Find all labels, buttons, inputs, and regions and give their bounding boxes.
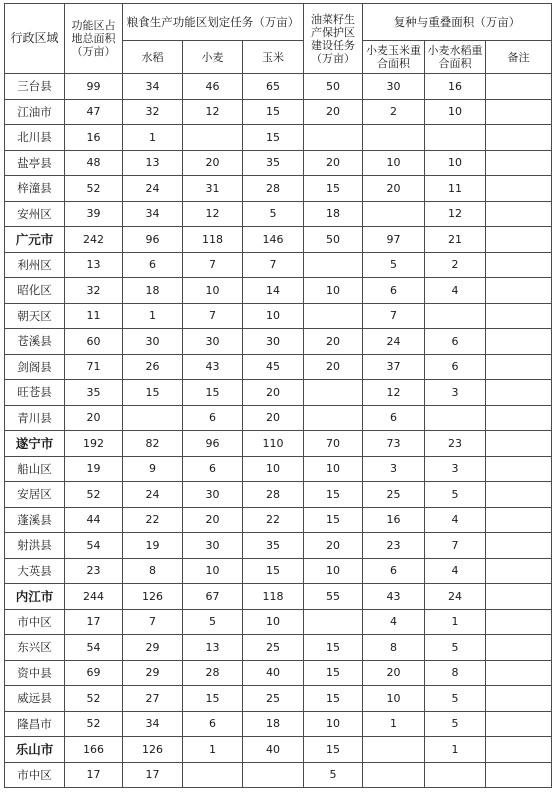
cell-region-name: 盐亭县	[5, 150, 65, 176]
cell-remarks	[486, 329, 552, 355]
cell-region-name: 旺苍县	[5, 380, 65, 406]
cell-region-name: 大英县	[5, 558, 65, 584]
cell-remarks	[486, 558, 552, 584]
table-row	[5, 507, 552, 533]
cell-rapeseed: 20	[304, 99, 363, 125]
cell-wheat: 15	[183, 686, 243, 712]
cell-region-name: 资中县	[5, 660, 65, 686]
header-wheat: 小麦	[183, 41, 243, 74]
cell-wheat-rice-overlap: 1	[425, 609, 486, 635]
cell-remarks	[486, 660, 552, 686]
cell-wheat-corn-overlap: 73	[363, 431, 425, 457]
cell-rapeseed: 20	[304, 150, 363, 176]
cell-corn: 7	[243, 252, 304, 278]
cell-wheat-corn-overlap: 24	[363, 329, 425, 355]
cell-rapeseed: 20	[304, 354, 363, 380]
cell-wheat-rice-overlap	[425, 303, 486, 329]
cell-wheat: 30	[183, 482, 243, 508]
cell-wheat-rice-overlap	[425, 125, 486, 151]
cell-remarks	[486, 635, 552, 661]
cell-wheat-corn-overlap: 3	[363, 456, 425, 482]
cell-corn: 65	[243, 74, 304, 100]
cell-rapeseed: 55	[304, 584, 363, 610]
cell-remarks	[486, 278, 552, 304]
cell-total-area: 35	[65, 380, 123, 406]
cell-remarks	[486, 456, 552, 482]
cell-rapeseed: 15	[304, 635, 363, 661]
cell-wheat: 46	[183, 74, 243, 100]
cell-rapeseed: 15	[304, 482, 363, 508]
cell-remarks	[486, 533, 552, 559]
cell-wheat-rice-overlap: 2	[425, 252, 486, 278]
cell-remarks	[486, 431, 552, 457]
cell-wheat-corn-overlap: 20	[363, 660, 425, 686]
cell-wheat-rice-overlap: 5	[425, 482, 486, 508]
cell-remarks	[486, 609, 552, 635]
table-row	[5, 533, 552, 559]
cell-region-name: 乐山市	[5, 737, 65, 763]
cell-rice: 82	[123, 431, 183, 457]
cell-region-name: 隆昌市	[5, 711, 65, 737]
cell-wheat: 5	[183, 609, 243, 635]
table-body	[5, 74, 552, 788]
cell-rice: 27	[123, 686, 183, 712]
cell-remarks	[486, 584, 552, 610]
cell-rapeseed	[304, 125, 363, 151]
cell-wheat: 6	[183, 456, 243, 482]
cell-total-area: 60	[65, 329, 123, 355]
cell-rapeseed: 15	[304, 737, 363, 763]
cell-total-area: 54	[65, 533, 123, 559]
cell-region-name: 射洪县	[5, 533, 65, 559]
cell-wheat-rice-overlap	[425, 762, 486, 788]
cell-total-area: 17	[65, 762, 123, 788]
cell-rice: 1	[123, 303, 183, 329]
cell-wheat-rice-overlap: 10	[425, 99, 486, 125]
cell-rice: 6	[123, 252, 183, 278]
table-row	[5, 303, 552, 329]
cell-rice: 30	[123, 329, 183, 355]
cell-wheat-corn-overlap: 12	[363, 380, 425, 406]
cell-remarks	[486, 125, 552, 151]
cell-wheat-corn-overlap: 4	[363, 609, 425, 635]
cell-wheat	[183, 762, 243, 788]
table-row	[5, 99, 552, 125]
cell-rapeseed: 18	[304, 201, 363, 227]
cell-wheat-rice-overlap: 24	[425, 584, 486, 610]
cell-rice: 34	[123, 711, 183, 737]
cell-rapeseed	[304, 303, 363, 329]
cell-wheat: 67	[183, 584, 243, 610]
header-wheat-rice-overlap: 小麦水稻重合面积	[425, 41, 486, 74]
cell-rice: 24	[123, 176, 183, 202]
cell-wheat-rice-overlap: 10	[425, 150, 486, 176]
cell-wheat: 20	[183, 150, 243, 176]
cell-region-name: 安州区	[5, 201, 65, 227]
cell-rapeseed: 50	[304, 227, 363, 253]
cell-total-area: 23	[65, 558, 123, 584]
table-row	[5, 660, 552, 686]
cell-remarks	[486, 99, 552, 125]
cell-wheat-rice-overlap: 5	[425, 686, 486, 712]
cell-wheat-rice-overlap: 21	[425, 227, 486, 253]
cell-region-name: 内江市	[5, 584, 65, 610]
table-row-city	[5, 431, 552, 457]
cell-region-name: 苍溪县	[5, 329, 65, 355]
cell-wheat: 15	[183, 380, 243, 406]
cell-corn: 28	[243, 482, 304, 508]
cell-total-area: 52	[65, 482, 123, 508]
cell-rapeseed: 50	[304, 74, 363, 100]
cell-wheat: 31	[183, 176, 243, 202]
cell-remarks	[486, 686, 552, 712]
cell-region-name: 青川县	[5, 405, 65, 431]
cell-remarks	[486, 507, 552, 533]
table-row	[5, 329, 552, 355]
cell-rapeseed: 20	[304, 533, 363, 559]
cell-rapeseed: 70	[304, 431, 363, 457]
cell-rapeseed: 10	[304, 558, 363, 584]
cell-corn: 146	[243, 227, 304, 253]
cell-remarks	[486, 74, 552, 100]
cell-wheat: 7	[183, 303, 243, 329]
task-table	[4, 3, 552, 788]
cell-wheat: 10	[183, 278, 243, 304]
cell-wheat-corn-overlap: 37	[363, 354, 425, 380]
cell-rapeseed: 10	[304, 456, 363, 482]
cell-corn: 15	[243, 558, 304, 584]
cell-region-name: 安居区	[5, 482, 65, 508]
table-row	[5, 150, 552, 176]
cell-wheat-corn-overlap: 10	[363, 150, 425, 176]
cell-wheat-rice-overlap: 1	[425, 737, 486, 763]
cell-rice: 24	[123, 482, 183, 508]
cell-total-area: 242	[65, 227, 123, 253]
cell-region-name: 市中区	[5, 762, 65, 788]
cell-rice: 13	[123, 150, 183, 176]
cell-wheat-corn-overlap: 16	[363, 507, 425, 533]
table-row	[5, 354, 552, 380]
cell-rapeseed: 15	[304, 507, 363, 533]
cell-total-area: 54	[65, 635, 123, 661]
cell-rice: 29	[123, 635, 183, 661]
table-row	[5, 482, 552, 508]
cell-wheat: 6	[183, 405, 243, 431]
cell-rapeseed: 10	[304, 711, 363, 737]
cell-total-area: 16	[65, 125, 123, 151]
cell-region-name: 市中区	[5, 609, 65, 635]
cell-wheat-rice-overlap: 4	[425, 278, 486, 304]
cell-wheat	[183, 125, 243, 151]
cell-wheat: 12	[183, 99, 243, 125]
cell-region-name: 北川县	[5, 125, 65, 151]
cell-wheat-corn-overlap: 25	[363, 482, 425, 508]
cell-wheat: 43	[183, 354, 243, 380]
cell-total-area: 71	[65, 354, 123, 380]
cell-wheat-corn-overlap: 97	[363, 227, 425, 253]
cell-rice: 32	[123, 99, 183, 125]
cell-wheat-rice-overlap: 3	[425, 380, 486, 406]
cell-wheat-rice-overlap: 5	[425, 635, 486, 661]
cell-total-area: 44	[65, 507, 123, 533]
table-row	[5, 176, 552, 202]
table-row	[5, 558, 552, 584]
table-row	[5, 405, 552, 431]
cell-rapeseed: 15	[304, 686, 363, 712]
cell-wheat-corn-overlap: 23	[363, 533, 425, 559]
cell-region-name: 江油市	[5, 99, 65, 125]
header-multicrop-group: 复种与重叠面积（万亩）	[363, 4, 552, 41]
cell-corn: 22	[243, 507, 304, 533]
table-row	[5, 456, 552, 482]
cell-rice: 19	[123, 533, 183, 559]
cell-wheat-corn-overlap	[363, 762, 425, 788]
cell-corn: 118	[243, 584, 304, 610]
cell-total-area: 19	[65, 456, 123, 482]
cell-wheat-corn-overlap: 1	[363, 711, 425, 737]
cell-total-area: 32	[65, 278, 123, 304]
cell-rice: 15	[123, 380, 183, 406]
cell-rice: 26	[123, 354, 183, 380]
cell-region-name: 船山区	[5, 456, 65, 482]
cell-wheat-rice-overlap	[425, 405, 486, 431]
cell-wheat: 96	[183, 431, 243, 457]
cell-rapeseed	[304, 252, 363, 278]
cell-wheat-corn-overlap	[363, 125, 425, 151]
cell-rapeseed	[304, 405, 363, 431]
cell-remarks	[486, 227, 552, 253]
cell-corn: 40	[243, 737, 304, 763]
cell-total-area: 244	[65, 584, 123, 610]
cell-wheat-rice-overlap: 4	[425, 558, 486, 584]
cell-wheat: 30	[183, 533, 243, 559]
cell-region-name: 利州区	[5, 252, 65, 278]
cell-wheat-rice-overlap: 12	[425, 201, 486, 227]
cell-total-area: 20	[65, 405, 123, 431]
cell-corn: 30	[243, 329, 304, 355]
cell-corn	[243, 762, 304, 788]
cell-total-area: 48	[65, 150, 123, 176]
cell-total-area: 99	[65, 74, 123, 100]
cell-corn: 25	[243, 635, 304, 661]
header-rapeseed: 油菜籽生产保护区建设任务（万亩）	[304, 4, 363, 74]
cell-rice: 17	[123, 762, 183, 788]
cell-corn: 25	[243, 686, 304, 712]
cell-wheat-rice-overlap: 6	[425, 329, 486, 355]
cell-total-area: 69	[65, 660, 123, 686]
cell-remarks	[486, 482, 552, 508]
cell-corn: 15	[243, 125, 304, 151]
cell-region-name: 东兴区	[5, 635, 65, 661]
cell-wheat-rice-overlap: 5	[425, 711, 486, 737]
cell-wheat-rice-overlap: 7	[425, 533, 486, 559]
table-row	[5, 125, 552, 151]
header-remarks: 备注	[486, 41, 552, 74]
cell-region-name: 蓬溪县	[5, 507, 65, 533]
cell-wheat-rice-overlap: 3	[425, 456, 486, 482]
cell-rice	[123, 405, 183, 431]
cell-wheat: 28	[183, 660, 243, 686]
cell-total-area: 52	[65, 711, 123, 737]
cell-wheat-corn-overlap: 6	[363, 558, 425, 584]
cell-rice: 1	[123, 125, 183, 151]
cell-corn: 18	[243, 711, 304, 737]
cell-total-area: 52	[65, 686, 123, 712]
cell-rice: 22	[123, 507, 183, 533]
cell-wheat: 20	[183, 507, 243, 533]
cell-region-name: 三台县	[5, 74, 65, 100]
cell-rapeseed: 10	[304, 278, 363, 304]
cell-region-name: 剑阁县	[5, 354, 65, 380]
cell-region-name: 朝天区	[5, 303, 65, 329]
cell-total-area: 39	[65, 201, 123, 227]
cell-corn: 40	[243, 660, 304, 686]
cell-wheat-rice-overlap: 6	[425, 354, 486, 380]
cell-rice: 9	[123, 456, 183, 482]
cell-wheat-corn-overlap: 43	[363, 584, 425, 610]
cell-corn: 20	[243, 380, 304, 406]
cell-remarks	[486, 176, 552, 202]
cell-remarks	[486, 405, 552, 431]
table-row-city	[5, 737, 552, 763]
cell-rapeseed: 5	[304, 762, 363, 788]
cell-total-area: 166	[65, 737, 123, 763]
cell-wheat-rice-overlap: 11	[425, 176, 486, 202]
cell-wheat-corn-overlap: 2	[363, 99, 425, 125]
cell-wheat: 13	[183, 635, 243, 661]
cell-wheat-corn-overlap: 7	[363, 303, 425, 329]
cell-rice: 126	[123, 737, 183, 763]
cell-rapeseed	[304, 380, 363, 406]
cell-corn: 15	[243, 99, 304, 125]
cell-wheat-corn-overlap: 5	[363, 252, 425, 278]
cell-region-name: 梓潼县	[5, 176, 65, 202]
cell-rice: 34	[123, 201, 183, 227]
cell-wheat-rice-overlap: 8	[425, 660, 486, 686]
table-row	[5, 252, 552, 278]
table-row-city	[5, 227, 552, 253]
cell-region-name: 广元市	[5, 227, 65, 253]
cell-wheat-corn-overlap: 10	[363, 686, 425, 712]
cell-remarks	[486, 252, 552, 278]
cell-corn: 28	[243, 176, 304, 202]
cell-wheat-rice-overlap: 23	[425, 431, 486, 457]
cell-corn: 10	[243, 456, 304, 482]
cell-corn: 45	[243, 354, 304, 380]
cell-remarks	[486, 711, 552, 737]
cell-wheat-corn-overlap	[363, 737, 425, 763]
cell-total-area: 52	[65, 176, 123, 202]
header-wheat-corn-overlap: 小麦玉米重合面积	[363, 41, 425, 74]
cell-remarks	[486, 354, 552, 380]
table-row	[5, 635, 552, 661]
cell-wheat-corn-overlap: 6	[363, 405, 425, 431]
cell-wheat-corn-overlap: 6	[363, 278, 425, 304]
cell-wheat-rice-overlap: 4	[425, 507, 486, 533]
cell-wheat: 10	[183, 558, 243, 584]
cell-total-area: 11	[65, 303, 123, 329]
table-row	[5, 711, 552, 737]
cell-total-area: 192	[65, 431, 123, 457]
cell-wheat: 6	[183, 711, 243, 737]
cell-wheat: 1	[183, 737, 243, 763]
cell-corn: 14	[243, 278, 304, 304]
cell-rice: 8	[123, 558, 183, 584]
cell-corn: 110	[243, 431, 304, 457]
cell-region-name: 遂宁市	[5, 431, 65, 457]
header-region: 行政区域	[5, 4, 65, 74]
table-row	[5, 201, 552, 227]
table-row	[5, 278, 552, 304]
header-grain-group: 粮食生产功能区划定任务（万亩）	[123, 4, 304, 41]
cell-region-name: 威远县	[5, 686, 65, 712]
header-corn: 玉米	[243, 41, 304, 74]
cell-rapeseed: 15	[304, 660, 363, 686]
table-row	[5, 380, 552, 406]
cell-total-area: 17	[65, 609, 123, 635]
cell-remarks	[486, 303, 552, 329]
cell-total-area: 47	[65, 99, 123, 125]
cell-total-area: 13	[65, 252, 123, 278]
cell-corn: 35	[243, 150, 304, 176]
cell-region-name: 昭化区	[5, 278, 65, 304]
header-rice: 水稻	[123, 41, 183, 74]
cell-remarks	[486, 201, 552, 227]
cell-wheat-corn-overlap	[363, 201, 425, 227]
cell-rice: 7	[123, 609, 183, 635]
task-table-container	[4, 3, 551, 788]
cell-rice: 29	[123, 660, 183, 686]
cell-corn: 5	[243, 201, 304, 227]
cell-wheat: 118	[183, 227, 243, 253]
cell-wheat-corn-overlap: 30	[363, 74, 425, 100]
cell-remarks	[486, 737, 552, 763]
cell-wheat-rice-overlap: 16	[425, 74, 486, 100]
header-functional-area: 功能区占地总面积（万亩）	[65, 4, 123, 74]
cell-wheat: 30	[183, 329, 243, 355]
cell-remarks	[486, 150, 552, 176]
cell-corn: 10	[243, 303, 304, 329]
cell-rapeseed: 15	[304, 176, 363, 202]
cell-corn: 10	[243, 609, 304, 635]
table-row	[5, 762, 552, 788]
cell-wheat: 12	[183, 201, 243, 227]
table-row	[5, 686, 552, 712]
cell-wheat-corn-overlap: 20	[363, 176, 425, 202]
cell-rice: 96	[123, 227, 183, 253]
cell-remarks	[486, 762, 552, 788]
cell-rice: 18	[123, 278, 183, 304]
cell-rice: 126	[123, 584, 183, 610]
cell-rapeseed	[304, 609, 363, 635]
cell-wheat: 7	[183, 252, 243, 278]
cell-corn: 20	[243, 405, 304, 431]
cell-rice: 34	[123, 74, 183, 100]
cell-corn: 35	[243, 533, 304, 559]
cell-rapeseed: 20	[304, 329, 363, 355]
cell-wheat-corn-overlap: 8	[363, 635, 425, 661]
table-row-city	[5, 584, 552, 610]
table-row	[5, 74, 552, 100]
table-row	[5, 609, 552, 635]
cell-remarks	[486, 380, 552, 406]
